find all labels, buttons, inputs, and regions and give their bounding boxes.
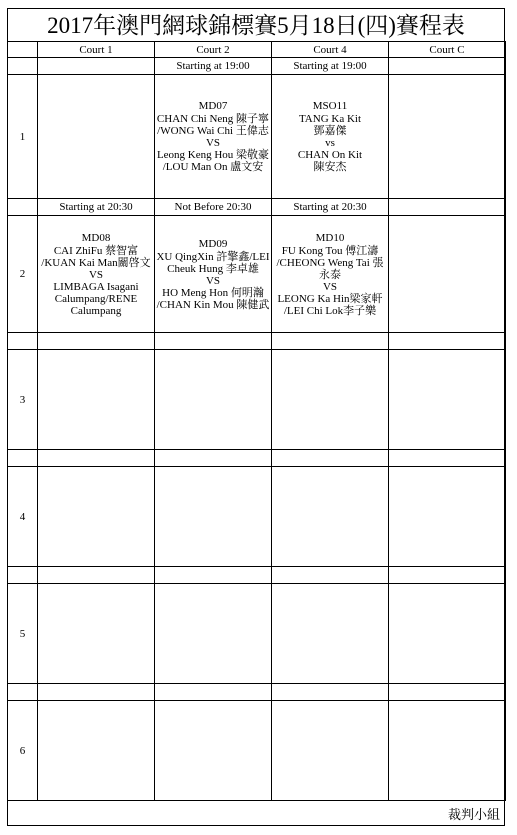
start-time xyxy=(389,450,506,467)
start-time: Starting at 20:30 xyxy=(272,199,389,216)
footer-label: 裁判小組 xyxy=(447,807,500,822)
schedule-sheet xyxy=(7,8,505,826)
match-cell xyxy=(38,584,155,684)
start-time: Starting at 19:00 xyxy=(272,58,389,75)
start-time xyxy=(272,684,389,701)
start-time xyxy=(272,333,389,350)
match-cell xyxy=(155,350,272,450)
player-line: LEONG Ka Hin梁家軒 xyxy=(277,292,383,305)
player-line: 陳安杰 xyxy=(313,161,347,173)
player-line: vs xyxy=(325,137,335,149)
match-cell xyxy=(272,584,389,684)
player-line: CHAN On Kit xyxy=(297,149,363,161)
start-time xyxy=(272,450,389,467)
player-line: /WONG Wai Chi 王偉志 xyxy=(157,125,269,137)
start-time xyxy=(38,58,155,75)
start-time: Starting at 19:00 xyxy=(155,58,272,75)
row-spacer-cell xyxy=(8,450,38,467)
player-line: /KUAN Kai Man關啓文 xyxy=(41,256,151,269)
match-code: MD07 xyxy=(198,100,228,112)
match-cell xyxy=(38,75,155,199)
start-time-row xyxy=(8,333,506,350)
player-line: Calumpang/RENE xyxy=(54,292,138,305)
player-line: Leong Keng Hou 梁敬豪 xyxy=(156,149,270,161)
match-cell xyxy=(272,467,389,567)
row-number: 1 xyxy=(8,75,38,199)
match-row xyxy=(8,467,506,567)
match-cell xyxy=(272,350,389,450)
match-row xyxy=(8,75,506,199)
start-time xyxy=(155,333,272,350)
player-line: XU QingXin 許擎鑫/LEI xyxy=(156,250,270,263)
match-block xyxy=(272,232,388,317)
start-time xyxy=(155,567,272,584)
start-time: Starting at 20:30 xyxy=(38,199,155,216)
start-time xyxy=(155,450,272,467)
row-spacer-cell xyxy=(8,199,38,216)
row-spacer-cell xyxy=(8,333,38,350)
start-time xyxy=(389,684,506,701)
start-time xyxy=(389,199,506,216)
match-row xyxy=(8,584,506,684)
player-line: Cheuk Hung 李卓雄 xyxy=(167,262,259,275)
row-number: 2 xyxy=(8,216,38,333)
match-code: MSO11 xyxy=(312,100,348,112)
match-cell xyxy=(389,701,506,801)
start-time-row xyxy=(8,450,506,467)
match-row xyxy=(8,701,506,801)
start-time xyxy=(272,567,389,584)
start-time xyxy=(38,567,155,584)
start-time xyxy=(155,684,272,701)
match-cell xyxy=(38,467,155,567)
player-line: /CHAN Kin Mou 陳健武 xyxy=(156,298,270,311)
corner-cell xyxy=(8,42,38,58)
row-spacer-cell xyxy=(8,684,38,701)
player-line: /LEI Chi Lok李子樂 xyxy=(283,304,377,317)
player-line: TANG Ka Kit xyxy=(298,113,362,125)
start-time-row xyxy=(8,684,506,701)
match-block xyxy=(155,238,271,311)
player-line: VS xyxy=(205,274,221,287)
start-time xyxy=(389,58,506,75)
match-row xyxy=(8,216,506,333)
player-line: 鄧嘉傑 xyxy=(313,125,347,137)
player-line: FU Kong Tou 傅江濤 xyxy=(281,244,379,257)
match-row xyxy=(8,350,506,450)
match-cell xyxy=(155,467,272,567)
court-header: Court 2 xyxy=(155,42,272,58)
row-number: 6 xyxy=(8,701,38,801)
player-line: CHAN Chi Neng 陳子寧 xyxy=(156,113,270,125)
player-line: /LOU Man On 盧文安 xyxy=(162,161,264,173)
court-header: Court C xyxy=(389,42,506,58)
match-cell xyxy=(155,75,272,199)
match-cell xyxy=(389,584,506,684)
row-number: 5 xyxy=(8,584,38,684)
match-cell xyxy=(389,216,506,333)
page-title: 2017年澳門網球錦標賽5月18日(四)賽程表 xyxy=(8,9,504,42)
match-cell xyxy=(38,350,155,450)
player-line: VS xyxy=(205,137,221,149)
start-time-row xyxy=(8,199,506,216)
player-line: CAI ZhiFu 蔡智富 xyxy=(53,244,139,257)
match-cell xyxy=(272,216,389,333)
match-cell xyxy=(272,701,389,801)
start-time xyxy=(38,450,155,467)
start-time-row xyxy=(8,58,506,75)
start-time xyxy=(38,684,155,701)
player-line: VS xyxy=(88,268,104,281)
player-line: LIMBAGA Isagani xyxy=(53,280,139,293)
match-cell xyxy=(155,701,272,801)
match-cell xyxy=(38,701,155,801)
match-code: MD08 xyxy=(81,231,111,244)
match-cell xyxy=(389,350,506,450)
row-spacer-cell xyxy=(8,58,38,75)
start-time: Not Before 20:30 xyxy=(155,199,272,216)
player-line: 永泰 xyxy=(319,268,341,281)
match-cell xyxy=(272,75,389,199)
row-spacer-cell xyxy=(8,567,38,584)
match-cell xyxy=(155,216,272,333)
match-block xyxy=(272,100,388,173)
match-cell xyxy=(38,216,155,333)
player-line: /CHEONG Weng Tai 張 xyxy=(276,256,384,269)
row-number: 4 xyxy=(8,467,38,567)
court-header-row xyxy=(8,42,506,58)
match-block xyxy=(38,232,154,317)
match-cell xyxy=(389,75,506,199)
player-line: VS xyxy=(322,280,338,293)
match-code: MD10 xyxy=(315,231,345,244)
court-header: Court 4 xyxy=(272,42,389,58)
match-code: MD09 xyxy=(198,237,228,250)
start-time xyxy=(389,333,506,350)
start-time-row xyxy=(8,567,506,584)
court-header: Court 1 xyxy=(38,42,155,58)
player-line: Calumpang xyxy=(70,304,122,317)
schedule-table xyxy=(7,41,506,801)
start-time xyxy=(389,567,506,584)
player-line: HO Meng Hon 何明瀚 xyxy=(162,286,264,299)
row-number: 3 xyxy=(8,350,38,450)
start-time xyxy=(38,333,155,350)
match-block xyxy=(155,100,271,173)
match-cell xyxy=(389,467,506,567)
match-cell xyxy=(155,584,272,684)
